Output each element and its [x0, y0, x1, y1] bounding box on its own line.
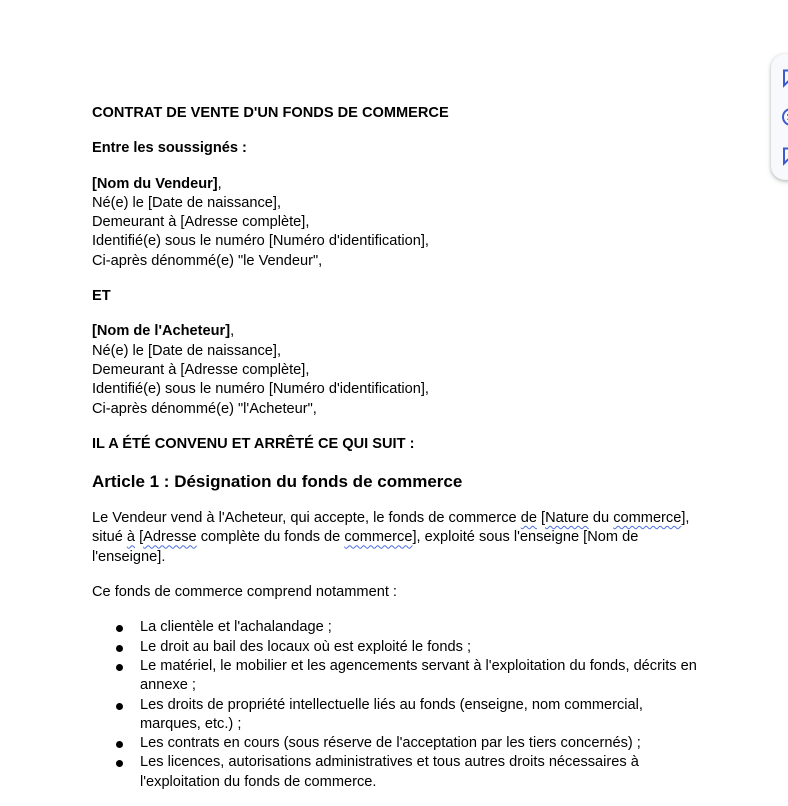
and-label: ET [92, 288, 111, 305]
list-item [92, 696, 702, 735]
emoji-reaction-button[interactable] [780, 106, 788, 128]
included-items-list [92, 618, 702, 792]
list-item [92, 618, 702, 637]
bullet-icon [116, 645, 123, 652]
article-1-heading: Article 1 : Désignation du fonds de commerce [92, 472, 463, 492]
article-1-paragraph-2: Ce fonds de commerce comprend notamment : [92, 584, 397, 601]
buyer-name: [Nom de l'Acheteur] [92, 323, 231, 340]
seller-name: [Nom du Vendeur] [92, 175, 218, 192]
list-item-text: Les droits de propriété intellectuelle liés au fonds (enseigne, nom commercial, marques, etc.) ; [140, 696, 643, 732]
text-run: du [588, 510, 614, 527]
text-run: ], exploité sous l'enseigne [Nom de [412, 529, 639, 546]
buyer-name-suffix: , [230, 323, 235, 340]
list-item-text: Les contrats en cours (sous réserve de l'acceptation par les tiers concernés) ; [140, 735, 641, 752]
document-title: CONTRAT DE VENTE D'UN FONDS DE COMMERCE [92, 105, 449, 121]
suggest-edits-button[interactable] [780, 145, 788, 167]
bullet-icon [116, 741, 123, 748]
list-item-text: Les licences, autorisations administratives et tous autres droits nécessaires à l'exploitation du fonds de commerce. [140, 754, 639, 790]
add-comment-button[interactable] [780, 67, 788, 89]
floating-side-toolbar [771, 54, 788, 180]
list-item-text: Le droit au bail des locaux où est exploité le fonds ; [140, 638, 472, 655]
seller-born: Né(e) le [Date de naissance], [92, 194, 282, 211]
bullet-icon [116, 625, 123, 632]
text-run: ], [681, 510, 690, 527]
bullet-icon [116, 760, 123, 767]
between-parties-label: Entre les soussignés : [92, 140, 247, 157]
list-item [92, 657, 702, 696]
suggest-edits-icon [781, 146, 788, 166]
list-item-text: Le matériel, le mobilier et les agencements servant à l'exploitation du fonds, décrits en annexe ; [140, 657, 697, 694]
agreement-statement: IL A ÉTÉ CONVENU ET ARRÊTÉ CE QUI SUIT : [92, 435, 415, 452]
buyer-designation: Ci-après dénommé(e) "l'Acheteur", [92, 400, 317, 417]
bullet-icon [116, 703, 123, 710]
text-run: complète du fonds de [196, 529, 345, 546]
add-comment-icon [781, 68, 788, 88]
seller-id: Identifié(e) sous le numéro [Numéro d'identification], [92, 233, 429, 250]
seller-name-suffix: , [217, 175, 222, 192]
bullet-icon [116, 664, 123, 671]
document-body[interactable] [92, 104, 702, 792]
seller-block [92, 175, 702, 271]
seller-designation: Ci-après dénommé(e) "le Vendeur", [92, 252, 323, 269]
text-run: situé [92, 529, 127, 546]
text-run: [ [536, 510, 546, 527]
spellcheck-word[interactable]: commerce [344, 529, 413, 546]
emoji-reaction-icon [781, 107, 788, 127]
text-run: [ [135, 529, 144, 546]
list-item [92, 753, 702, 792]
list-item [92, 638, 702, 657]
list-item-text: La clientèle et l'achalandage ; [140, 619, 332, 636]
article-1-paragraph-1 [92, 509, 702, 567]
spellcheck-word[interactable]: de [520, 510, 537, 527]
buyer-block [92, 322, 702, 418]
seller-address: Demeurant à [Adresse complète], [92, 214, 310, 231]
buyer-address: Demeurant à [Adresse complète], [92, 361, 310, 378]
buyer-born: Né(e) le [Date de naissance], [92, 342, 282, 359]
buyer-id: Identifié(e) sous le numéro [Numéro d'identification], [92, 381, 429, 398]
spellcheck-word[interactable]: Adresse [143, 529, 197, 546]
text-run: Le Vendeur vend à l'Acheteur, qui accepte, le fonds de commerce [92, 510, 521, 527]
list-item [92, 734, 702, 753]
spellcheck-word[interactable]: à [126, 529, 136, 546]
spellcheck-word[interactable]: Nature [545, 510, 589, 527]
text-run: l'enseigne]. [92, 548, 166, 565]
spellcheck-word[interactable]: commerce [613, 510, 682, 527]
